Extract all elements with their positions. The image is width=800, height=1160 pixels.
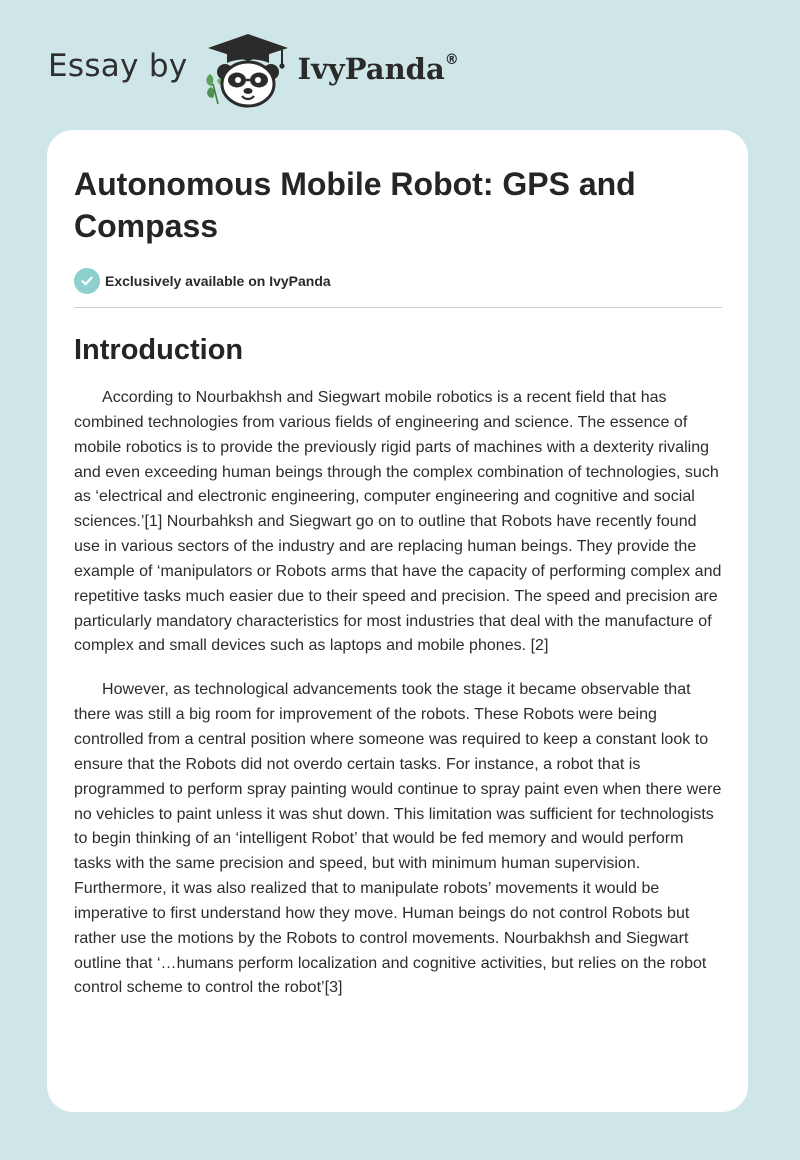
paragraph-2: However, as technological advancements took the stage it became observable that there was still a big room for improvement of the robots. These Robots were being controlled from a central position where someone was required to keep a constant look to ensure that the Robots did not overdo certain tasks. For instance, a robot that is programmed to perform spray painting would continue to spray paint even when there were no vehicles to paint unless it was shut down. This limitation was sufficient for technologists to begin thinking of an ‘intelligent Robot’ that would be fed memory and would perform tasks with the same precision and speed, but with minimum human supervision. Furthermore, it was also realized that to manipulate robots’ movements it would be imperative to first understand how they move. Human beings do not control Robots but rather use the motions by the Robots to control movements. Nourbakhsh and Siegwart outline that ‘…humans perform localization and cognitive activities, but relies on the robot control scheme to control the robot’[3] xyxy=(74,681,722,997)
essay-by-label: Essay by xyxy=(48,48,188,84)
site-header xyxy=(48,30,459,110)
brand-wordmark[interactable] xyxy=(298,52,459,86)
paragraph-1: According to Nourbakhsh and Siegwart mobile robotics is a recent field that has combined technologies from various fields of engineering and science. The essence of mobile robotics is to provide the previously rigid parts of machines with a dexterity rivaling and even exceeding human beings through the complex combination of technologies, such as ‘electrical and electronic engineering, computer engineering and cognitive and social sciences.’[1] Nourbahksh and Siegwart go on to outline that Robots have recently found use in various sectors of the industry and are replacing human beings. They provide the example of ‘manipulators or Robots arms that have the capacity of performing complex and repetitive tasks much easier due to their speed and precision. The speed and precision are particularly mandatory characteristics for most industries that deal with the manufacture of complex and small devices such as laptops and mobile phones. [2] xyxy=(74,389,722,655)
registered-mark: ® xyxy=(444,52,459,69)
exclusive-badge-label: Exclusively available on IvyPanda xyxy=(105,273,331,289)
section-heading: Introduction xyxy=(74,334,244,366)
check-circle-icon xyxy=(74,268,100,294)
title-divider xyxy=(74,307,722,308)
exclusive-badge xyxy=(74,267,722,295)
essay-card xyxy=(47,130,748,1112)
essay-title: Autonomous Mobile Robot: GPS and Compass xyxy=(74,166,636,244)
brand-name-text: IvyPanda xyxy=(297,52,445,86)
graduation-cap-panda-icon[interactable] xyxy=(202,30,294,110)
